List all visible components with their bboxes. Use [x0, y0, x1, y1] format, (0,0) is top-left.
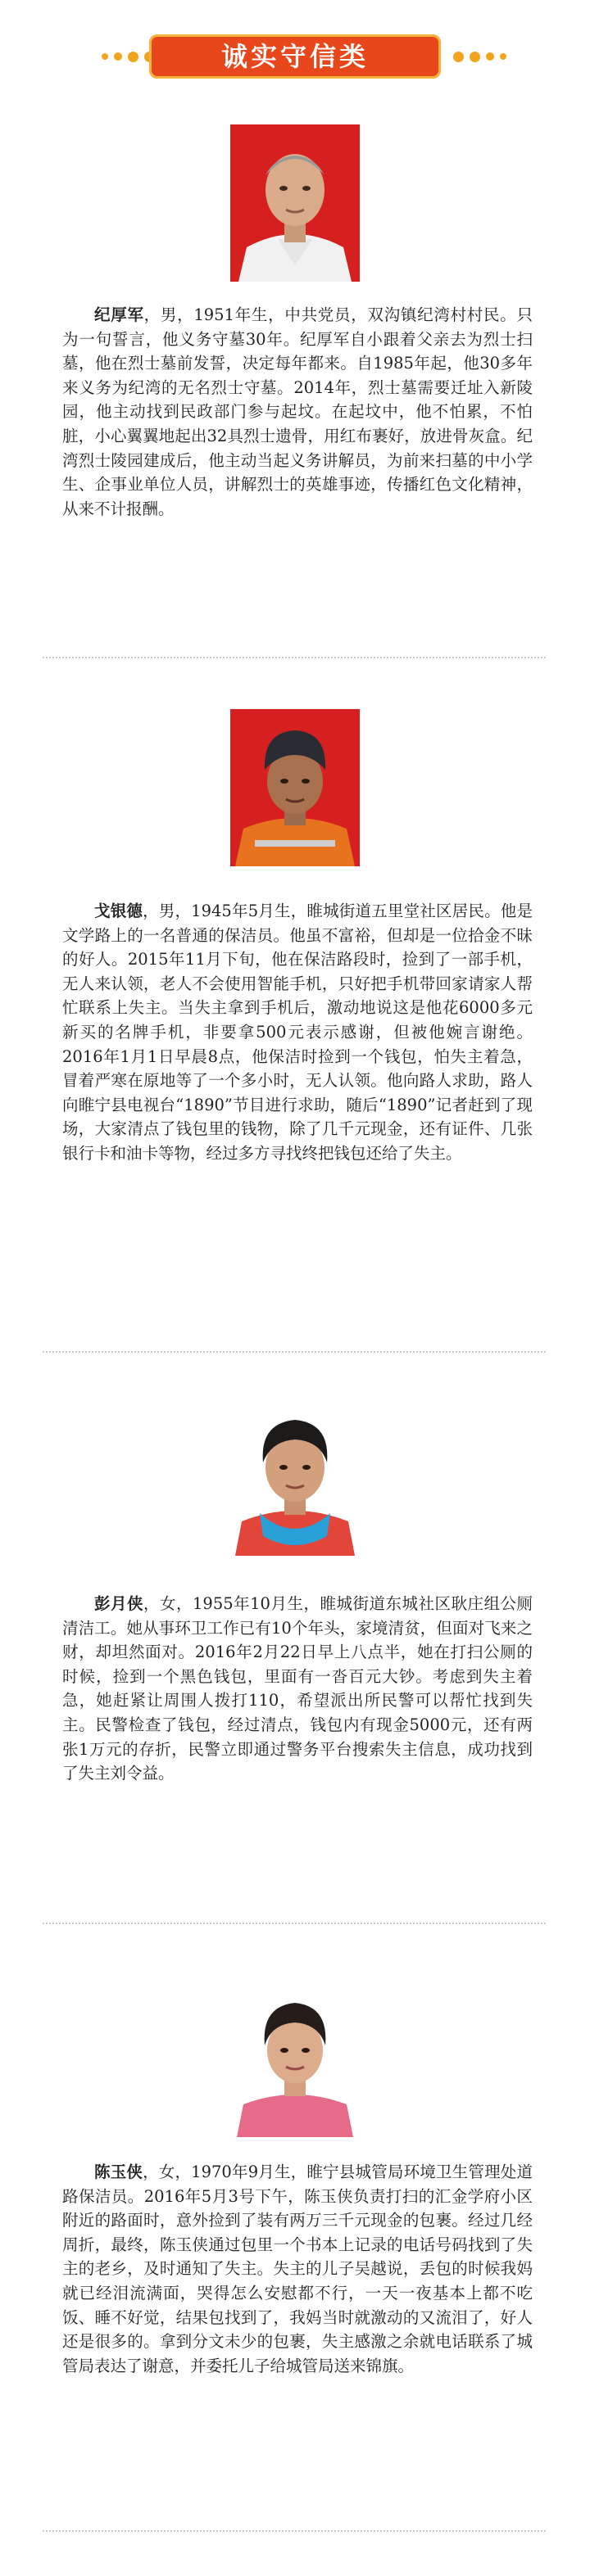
portrait-photo: [230, 1980, 360, 2137]
section-banner: [0, 28, 590, 85]
person-name: 陈玉侠: [94, 2162, 143, 2181]
person-name: 戈银德: [94, 902, 143, 920]
dot-icon: [500, 53, 506, 60]
section-divider: [43, 657, 546, 658]
dot-icon: [486, 52, 494, 61]
section-divider: [43, 1351, 546, 1353]
dot-icon: [453, 52, 464, 62]
person-description: ，女，1955年10月生，睢城街道东城社区耿庄组公厕清洁工。她从事环卫工作已有10个年头，家境清贫，但面对飞来之财，却坦然面对。2016年2月22日早上八点半，她在打扫公厕的时候，捡到一个黑色钱包，里面有一沓百元大钞。考虑到失主着急，她赶紧让周围人拨打110，希望派出所民警可以帮忙找到失主。民警检查了钱包，经过清点，钱包内有现金5000元，还有两张1万元的存折，民警立即通过警务平台搜索失主信息，成功找到了失主刘令益。: [62, 1594, 533, 1783]
banner-dots-left: [102, 50, 155, 63]
banner-dots-right: [453, 50, 506, 63]
section-divider: [43, 1923, 546, 1924]
person-description: ，女，1970年9月生，睢宁县城管局环境卫生管理处道路保洁员。2016年5月3号下午，陈玉侠负责打扫的汇金学府小区附近的路面时，意外捡到了装有两万三千元现金的包裹。经过几经周折，最终，陈玉侠通过包里一个书本上记录的电话号码找到了失主的老乡，及时通知了失主。失主的儿子吴越说，丢包的时候我妈就已经泪流满面，哭得怎么安慰都不行，一天一夜基本上都不吃饭、睡不好觉，结果包找到了，我妈当时就激动的又流泪了，好人还是很多的。拿到分文未少的包裹，失主感激之余就电话联系了城管局表达了谢意，并委托儿子给城管局送来锦旗。: [62, 2162, 533, 2375]
dot-icon: [470, 52, 480, 62]
dot-icon: [102, 53, 108, 60]
portrait-photo: [230, 709, 360, 866]
portrait-photo: [230, 1399, 360, 1556]
person-bio: [62, 1592, 533, 1786]
person-bio: [62, 303, 533, 521]
person-bio: [62, 2160, 533, 2378]
dot-icon: [114, 52, 122, 61]
dot-icon: [128, 52, 138, 62]
person-name: 彭月侠: [94, 1594, 144, 1613]
section-title: 诚实守信类: [220, 41, 369, 72]
person-bio: [62, 899, 533, 1166]
portrait-photo: [230, 124, 360, 282]
person-name: 纪厚军: [94, 305, 144, 324]
section-divider: [43, 2530, 546, 2532]
person-description: ，男，1951年生，中共党员，双沟镇纪湾村村民。只为一句誓言，他义务守墓30年。纪厚军自小跟着父亲去为烈士扫墓，他在烈士墓前发誓，决定每年都来。自1985年起，他30多年来义务为纪湾的无名烈士守墓。2014年，烈士墓需要迁址入新陵园，他主动找到民政部门参与起坟。在起坟中，他不怕累，不怕脏，小心翼翼地起出32具烈士遗骨，用红布裹好，放进骨灰盒。纪湾烈士陵园建成后，他主动当起义务讲解员，为前来扫墓的中小学生、企事业单位人员，讲解烈士的英雄事迹，传播红色文化精神，从来不计报酬。: [62, 305, 533, 518]
person-description: ，男，1945年5月生，睢城街道五里堂社区居民。他是文学路上的一名普通的保洁员。他虽不富裕，但却是一位拾金不昧的好人。2015年11月下旬，他在保洁路段时，捡到了一部手机，无人来认领，老人不会使用智能手机，只好把手机带回家请家人帮忙联系上失主。当失主拿到手机后，激动地说这是他花6000多元新买的名牌手机，非要拿500元表示感谢，但被他婉言谢绝。2016年1月1日早晨8点，他保洁时捡到一个钱包，怕失主着急，冒着严寒在原地等了一个多小时，无人认领。他向路人求助，路人向睢宁县电视台“1890”节目进行求助，随后“1890”记者赶到了现场，大家清点了钱包里的钱物，除了几千元现金，还有证件、几张银行卡和油卡等物，经过多方寻找终把钱包还给了失主。: [62, 902, 533, 1163]
